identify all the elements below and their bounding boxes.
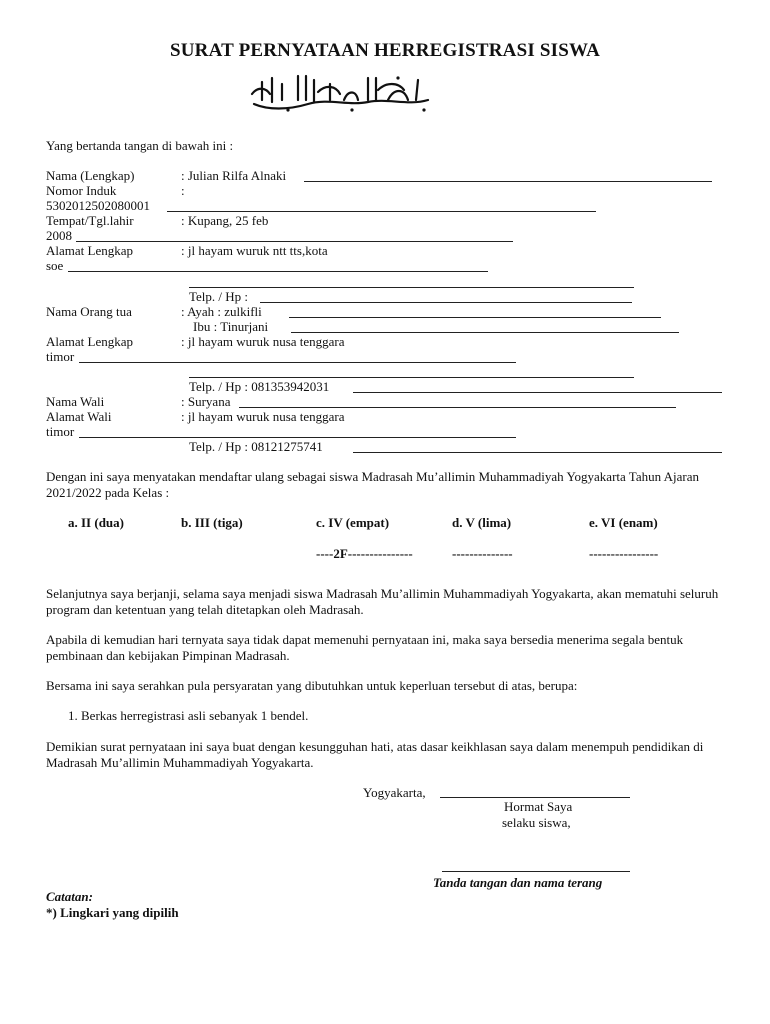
ttl-value: : Kupang, 25 feb	[181, 213, 269, 228]
nama-label: Nama (Lengkap)	[46, 168, 135, 183]
class-option-d[interactable]: d. V (lima)	[452, 515, 512, 530]
signature-date-line	[440, 797, 630, 798]
alamat-ortu-continuation: timor	[46, 349, 75, 364]
signature-place: Yogyakarta,	[363, 785, 426, 800]
declaration-text: Dengan ini saya menyatakan mendaftar ulang sebagai siswa Madrasah Mu’allimin Muhammadiyah Yogyakarta Tahun Ajaran 2021/2022 pada Kelas :	[46, 469, 700, 500]
class-option-e[interactable]: e. VI (enam)	[589, 515, 658, 530]
alamat-wali-continuation: timor	[46, 424, 75, 439]
intro-text: Yang bertanda tangan di bawah ini :	[46, 138, 234, 153]
alamat-ortu-label: Alamat Lengkap	[46, 334, 133, 349]
wali-value: : Suryana	[181, 394, 231, 409]
wali-label: Nama Wali	[46, 394, 105, 409]
telp-wali-underline	[353, 452, 722, 453]
alamat-ortu-blank-line	[189, 377, 634, 378]
consequence-paragraph: Apabila di kemudian hari ternyata saya tidak dapat memenuhi pernyataan ini, maka saya bersedia menerima segala bentuk pembinaan dan kebijakan Pimpinan Madrasah.	[46, 632, 684, 663]
ttl-continuation: 2008	[46, 228, 72, 243]
ortu-label: Nama Orang tua	[46, 304, 132, 319]
telp-siswa-label: Telp. / Hp :	[189, 289, 249, 304]
nomor-induk-label: Nomor Induk	[46, 183, 117, 198]
nomor-induk-colon: :	[181, 183, 185, 198]
alamat-value: : jl hayam wuruk ntt tts,kota	[181, 243, 328, 258]
promise-paragraph: Selanjutnya saya berjanji, selama saya menjadi siswa Madrasah Mu’allimin Muhammadiyah Yogyakarta, akan mematuhi seluruh program dan ketentuan yang telah ditetapkan oleh Madrasah.	[46, 586, 719, 617]
alamat-wali-value: : jl hayam wuruk nusa tenggara	[181, 409, 345, 424]
signature-line	[442, 871, 630, 872]
class-e-mark: ----------------	[589, 546, 659, 561]
nomor-induk-underline	[167, 211, 596, 212]
telp-siswa-underline	[260, 302, 632, 303]
alamat-ortu-value: : jl hayam wuruk nusa tenggara	[181, 334, 345, 349]
catatan-text: *) Lingkari yang dipilih	[46, 905, 179, 920]
signature-selaku: selaku siswa,	[502, 815, 571, 830]
bismillah-calligraphy	[248, 70, 434, 114]
ayah-value: : Ayah : zulkifli	[181, 304, 262, 319]
ttl-label: Tempat/Tgl.lahir	[46, 213, 134, 228]
class-d-mark: --------------	[452, 546, 513, 561]
alamat-label: Alamat Lengkap	[46, 243, 133, 258]
telp-ortu-label: Telp. / Hp : 081353942031	[189, 379, 330, 394]
telp-wali-label: Telp. / Hp : 08121275741	[189, 439, 323, 454]
class-option-a[interactable]: a. II (dua)	[68, 515, 124, 530]
closing-paragraph: Demikian surat pernyataan ini saya buat dengan kesungguhan hati, atas dasar keikhlasan saya dalam menempuh pendidikan di Madrasah Mu’allimin Muhammadiyah Yogyakarta.	[46, 739, 704, 770]
catatan-label: Catatan:	[46, 889, 93, 904]
alamat-blank-line	[189, 287, 634, 288]
document-title: SURAT PERNYATAAN HERREGISTRASI SISWA	[169, 40, 601, 61]
telp-ortu-underline	[353, 392, 722, 393]
signature-hormat: Hormat Saya	[504, 799, 573, 814]
class-c-mark: ----2F---------------	[316, 546, 413, 561]
requirements-paragraph: Bersama ini saya serahkan pula persyaratan yang dibutuhkan untuk keperluan tersebut di atas, berupa:	[46, 678, 578, 693]
class-option-b[interactable]: b. III (tiga)	[181, 515, 243, 530]
alamat-continuation: soe	[46, 258, 64, 273]
ayah-underline	[289, 317, 661, 318]
alamat-ortu-underline	[79, 362, 516, 363]
nama-value: : Julian Rilfa Alnaki	[181, 168, 287, 183]
ibu-underline	[291, 332, 679, 333]
alamat-underline	[68, 271, 488, 272]
wali-underline	[239, 407, 676, 408]
nama-underline	[304, 181, 712, 182]
ttl-underline	[76, 241, 513, 242]
alamat-wali-label: Alamat Wali	[46, 409, 112, 424]
signature-caption: Tanda tangan dan nama terang	[433, 875, 603, 890]
requirements-list-item: 1. Berkas herregistrasi asli sebanyak 1 bendel.	[68, 708, 309, 723]
class-option-c[interactable]: c. IV (empat)	[316, 515, 390, 530]
alamat-wali-underline	[79, 437, 516, 438]
ibu-value: Ibu : Tinurjani	[193, 319, 269, 334]
nomor-induk-value: 5302012502080001	[46, 198, 150, 213]
